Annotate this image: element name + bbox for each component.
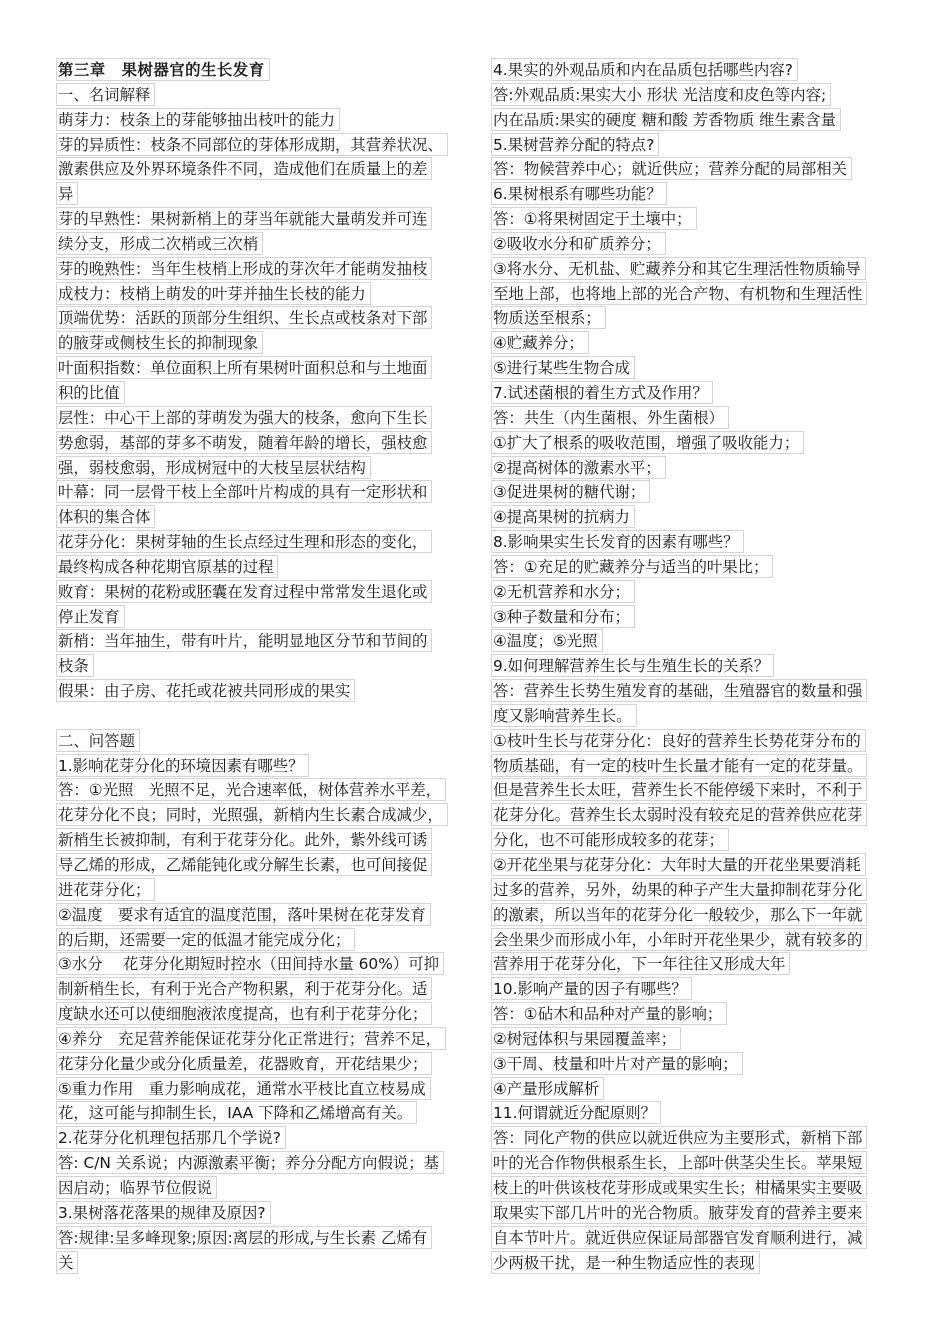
text-line: [491, 505, 893, 530]
text-line: [56, 356, 462, 381]
text-line: [56, 778, 462, 803]
text-line: [491, 679, 893, 704]
text-line-content: 过多的营养，另外，幼果的种子产生大量抑制花芽分化: [491, 878, 867, 901]
text-line-content: 败育：果树的花粉或胚囊在发育过程中常常发生退化或: [56, 580, 432, 603]
text-line: [56, 977, 462, 1002]
text-line: [491, 580, 893, 605]
text-line: [56, 331, 462, 356]
text-line: [491, 754, 893, 779]
text-line-content: 关: [56, 1251, 78, 1274]
text-line-content: 激素供应及外界环境条件不同，造成他们在质量上的差: [56, 157, 432, 180]
text-line: [491, 1052, 893, 1077]
text-line: [491, 555, 893, 580]
text-line-content: 1.影响花芽分化的环境因素有哪些？: [56, 754, 309, 777]
text-line-content: 4.果实的外观品质和内在品质包括哪些内容?: [491, 58, 798, 81]
text-line: [491, 803, 893, 828]
text-line-content: 答：①将果树固定于土壤中；: [491, 207, 697, 230]
text-line: [56, 83, 462, 108]
text-line-content: 分化，也不可能形成较多的花芽；: [491, 828, 729, 851]
text-line: [56, 1052, 462, 1077]
text-line: [491, 1101, 893, 1126]
text-line-content: ②提高树体的激素水平；: [491, 456, 666, 479]
text-line: [491, 654, 893, 679]
text-line: [491, 232, 893, 257]
blank-line: [56, 704, 462, 729]
text-line: [56, 629, 462, 654]
text-line-content: 10.影响产量的因子有哪些？: [491, 977, 692, 1000]
text-line-content: 但是营养生长太旺，营养生长不能停缓下来时，不利于: [491, 778, 867, 801]
text-line-content: 制新梢生长，有利于光合产物积累，利于花芽分化。适: [56, 977, 432, 1000]
text-line: [56, 605, 462, 630]
text-line-content: 度缺水还可以使细胞液浓度提高，也有利于花芽分化；: [56, 1002, 432, 1025]
text-line: [56, 480, 462, 505]
right-column: [491, 58, 893, 1275]
text-line: [56, 952, 462, 977]
text-line: [56, 108, 462, 133]
text-line: [56, 754, 462, 779]
text-line: [56, 133, 462, 158]
text-line-content: 答：物候营养中心；就近供应；营养分配的局部相关: [491, 157, 852, 180]
text-line: [491, 778, 893, 803]
text-line-content: ③水分 花芽分化期短时控水（田间持水量 60%）可抑: [56, 952, 444, 975]
text-line: [56, 431, 462, 456]
text-line-content: 答: C/N 关系说；内源激素平衡；养分分配方向假说；基: [56, 1151, 444, 1174]
text-line-content: 答：①光照 光照不足，光合速率低，树体营养水平差，: [56, 778, 446, 801]
text-line: [491, 133, 893, 158]
text-line-content: 续分支，形成二次梢或三次梢: [56, 232, 263, 255]
text-line-content: 答:外观品质:果实大小 形状 光洁度和皮色等内容;: [491, 83, 831, 106]
text-line-content: 枝上的叶供该枝花芽形成或果实生长；柑橘果实主要吸: [491, 1176, 867, 1199]
text-line: [491, 1226, 893, 1251]
text-line-content: 进花芽分化；: [56, 878, 155, 901]
text-line-content: 6.果树根系有哪些功能？: [491, 182, 667, 205]
text-line: [56, 1226, 462, 1251]
text-line-content: 物质基础，有一定的枝叶生长量才能有一定的花芽量。: [491, 754, 867, 777]
text-line-content: 层性：中心干上部的芽萌发为强大的枝条，愈向下生长: [56, 406, 432, 429]
text-line: [491, 306, 893, 331]
text-line-content: 势愈弱，基部的芽多不萌发，随着年龄的增长，强枝愈: [56, 431, 432, 454]
text-line: [56, 1151, 462, 1176]
text-line-content: 3.果树落花落果的规律及原因?: [56, 1201, 271, 1224]
text-line: [491, 207, 893, 232]
text-line: [491, 83, 893, 108]
text-line-content: ⑤重力作用 重力影响成花，通常水平枝比直立枝易成: [56, 1077, 431, 1100]
text-line-content: 异: [56, 182, 78, 205]
text-line: [491, 878, 893, 903]
text-line: [491, 530, 893, 555]
text-line: [491, 431, 893, 456]
text-line-content: 答:规律:呈多峰现象;原因:离层的形成,与生长素 乙烯有: [56, 1226, 432, 1249]
text-line-content: 7.试述菌根的着生方式及作用？: [491, 381, 713, 404]
text-line-content: 叶的光合作物供根系生长，上部叶供茎尖生长。苹果短: [491, 1151, 867, 1174]
text-line: [56, 232, 462, 257]
text-line: [491, 1077, 893, 1102]
text-line: [491, 1126, 893, 1151]
text-line: [56, 1002, 462, 1027]
text-line: [56, 505, 462, 530]
text-line: [491, 903, 893, 928]
text-line: [56, 1176, 462, 1201]
text-line-content: 5.果树营养分配的特点?: [491, 133, 659, 156]
text-line: [56, 207, 462, 232]
text-line: [491, 977, 893, 1002]
text-line-content: 叶面积指数：单位面积上所有果树叶面积总和与土地面: [56, 356, 432, 379]
text-line: [491, 629, 893, 654]
text-line: [56, 903, 462, 928]
text-line: [491, 1002, 893, 1027]
text-line: [56, 654, 462, 679]
text-line-content: 会坐果少而形成小年，小年时开花坐果少，就有较多的: [491, 928, 867, 951]
text-line: [56, 1251, 462, 1276]
text-line: [491, 381, 893, 406]
text-line: [56, 1027, 462, 1052]
text-line-content: 营养用于花芽分化，下一年往往又形成大年: [491, 952, 790, 975]
text-line-content: 度又影响营养生长。: [491, 704, 637, 727]
text-line-content: 答：①充足的贮藏养分与适当的叶果比；: [491, 555, 773, 578]
text-line-content: 停止发育: [56, 605, 125, 628]
text-line-content: 强，弱枝愈弱，形成树冠中的大枝呈层状结构: [56, 456, 371, 479]
text-line-content: 花芽分化。营养生长太弱时没有较充足的营养供应花芽: [491, 803, 867, 826]
text-line-content: 一、名词解释: [56, 83, 155, 106]
text-line-content: 积的比值: [56, 381, 125, 404]
text-line-content: ④养分 充足营养能保证花芽分化正常进行；营养不足，: [56, 1027, 446, 1050]
text-line: [491, 1176, 893, 1201]
text-line-content: ②无机营养和水分；: [491, 580, 635, 603]
text-line: [491, 729, 893, 754]
text-line: [56, 257, 462, 282]
text-line: [56, 306, 462, 331]
text-line-content: 答：①砧木和品种对产量的影响；: [491, 1002, 727, 1025]
text-line-content: 花芽分化不良；同时，光照强，新梢内生长素合成减少，: [56, 803, 448, 826]
text-line-content: 新梢：当年抽生，带有叶片，能明显地区分节和节间的: [56, 629, 432, 652]
text-line-content: 新梢生长被抑制，有利于花芽分化。此外，紫外线可诱: [56, 828, 432, 851]
text-line-content: 因启动；临界节位假说: [56, 1176, 217, 1199]
text-line: [56, 530, 462, 555]
text-line-content: 少两极干扰，是一种生物适应性的表现: [491, 1251, 760, 1274]
text-line: [56, 729, 462, 754]
text-line-content: 8.影响果实生长发育的因素有哪些？: [491, 530, 744, 553]
text-line-content: 内在品质:果实的硬度 糖和酸 芳香物质 维生素含量: [491, 108, 841, 131]
text-line-content: 的后期，还需要一定的低温才能完成分化；: [56, 928, 355, 951]
text-line: [56, 555, 462, 580]
text-line-content: ②吸收水分和矿质养分；: [491, 232, 666, 255]
text-line-content: ④贮藏养分；: [491, 331, 589, 354]
text-line: [56, 878, 462, 903]
text-line-content: ③种子数量和分布；: [491, 605, 635, 628]
text-line-content: ②温度 要求有适宜的温度范围，落叶果树在花芽发育: [56, 903, 431, 926]
text-line-content: ④产量形成解析: [491, 1077, 604, 1100]
text-line-content: ②树冠体积与果园覆盖率；: [491, 1027, 681, 1050]
text-line-content: 的腋芽或侧枝生长的抑制现象: [56, 331, 263, 354]
text-line-content: 芽的异质性：枝条不同部位的芽体形成期，其营养状况、: [56, 133, 448, 156]
text-line-content: 答：营养生长势生殖发育的基础，生殖器官的数量和强: [491, 679, 867, 702]
text-line: [56, 282, 462, 307]
text-line-content: ③促进果树的糖代谢；: [491, 480, 650, 503]
text-line: [56, 456, 462, 481]
text-line: [491, 157, 893, 182]
text-line: [491, 456, 893, 481]
text-line: [491, 605, 893, 630]
text-line-content: 花，这可能与抑制生长，IAA 下降和乙烯增高有关。: [56, 1101, 417, 1124]
text-line-content: 体积的集合体: [56, 505, 155, 528]
text-line: [491, 1201, 893, 1226]
text-line-content: ②开花坐果与花芽分化：大年时大量的开花坐果要消耗: [491, 853, 866, 876]
text-line: [491, 356, 893, 381]
text-line-content: 叶幕：同一层骨干枝上全部叶片构成的具有一定形状和: [56, 480, 432, 503]
left-column: [56, 58, 462, 1275]
text-line-content: 假果：由子房、花托或花被共同形成的果实: [56, 679, 355, 702]
text-line-content: 花芽分化：果树芽轴的生长点经过生理和形态的变化，: [56, 530, 432, 553]
text-line: [491, 853, 893, 878]
text-line-content: 答：共生（内生菌根、外生菌根）: [491, 406, 729, 429]
text-line: [491, 952, 893, 977]
text-line: [491, 58, 893, 83]
text-line: [56, 1201, 462, 1226]
text-line-content: 成枝力：枝梢上萌发的叶芽并抽生长枝的能力: [56, 282, 371, 305]
text-line-content: ⑤进行某些生物合成: [491, 356, 635, 379]
text-line: [56, 580, 462, 605]
text-line: [491, 282, 893, 307]
text-line: [56, 679, 462, 704]
text-line-content: 芽的早熟性：果树新梢上的芽当年就能大量萌发并可连: [56, 207, 432, 230]
text-line-content: ①扩大了根系的吸收范围，增强了吸收能力；: [491, 431, 804, 454]
text-line-content: 2.花芽分化机理包括那几个学说?: [56, 1126, 286, 1149]
text-line-content: 二、问答题: [56, 729, 140, 752]
text-line-content: 第三章 果树器官的生长发育: [56, 58, 270, 81]
text-line: [56, 828, 462, 853]
text-line: [491, 704, 893, 729]
text-line: [56, 182, 462, 207]
text-line-content: 9.如何理解营养生长与生殖生长的关系？: [491, 654, 774, 677]
text-line: [491, 1251, 893, 1276]
text-line-content: 11.何谓就近分配原则？: [491, 1101, 661, 1124]
text-line-content: 最终构成各种花期官原基的过程: [56, 555, 278, 578]
text-line: [491, 406, 893, 431]
text-line: [491, 480, 893, 505]
text-line: [56, 803, 462, 828]
text-line: [56, 381, 462, 406]
text-line-content: 枝条: [56, 654, 94, 677]
text-line: [56, 1077, 462, 1102]
text-line: [491, 1027, 893, 1052]
text-line-content: 萌芽力：枝条上的芽能够抽出枝叶的能力: [56, 108, 340, 131]
text-line: [56, 1126, 462, 1151]
text-line: [56, 58, 462, 83]
text-line: [491, 828, 893, 853]
text-line-content: 答：同化产物的供应以就近供应为主要形式，新梢下部: [491, 1126, 867, 1149]
text-line: [491, 331, 893, 356]
text-line-content: 自本节叶片。就近供应保证局部器官发育顺利进行，减: [491, 1226, 867, 1249]
text-line: [491, 257, 893, 282]
text-line: [491, 1151, 893, 1176]
text-line: [491, 182, 893, 207]
text-line-content: 物质送至根系；: [491, 306, 606, 329]
text-line: [491, 108, 893, 133]
text-line: [56, 157, 462, 182]
text-line-content: ③将水分、无机盐、贮藏养分和其它生理活性物质输导: [491, 257, 866, 280]
text-line: [56, 1101, 462, 1126]
text-line-content: 顶端优势：活跃的顶部分生组织、生长点或枝条对下部: [56, 306, 432, 329]
text-line-content: 芽的晚熟性：当年生枝梢上形成的芽次年才能萌发抽枝: [56, 257, 432, 280]
text-line-content: ①枝叶生长与花芽分化：良好的营养生长势花芽分布的: [491, 729, 866, 752]
text-line: [56, 853, 462, 878]
text-line-content: ④温度；⑤光照: [491, 629, 603, 652]
text-line: [491, 928, 893, 953]
text-line-content: 导乙烯的形成，乙烯能钝化或分解生长素，也可间接促: [56, 853, 432, 876]
text-line-content: 花芽分化量少或分化质量差，花器败育，开花结果少；: [56, 1052, 432, 1075]
text-line: [56, 928, 462, 953]
text-line-content: ④提高果树的抗病力: [491, 505, 635, 528]
text-line-content: 的激素，所以当年的花芽分化一般较少，那么下一年就: [491, 903, 867, 926]
text-line: [56, 406, 462, 431]
text-line-content: 取果实下部几片叶的光合物质。腋芽发育的营养主要来: [491, 1201, 867, 1224]
text-line-content: 至地上部，也将地上部的光合产物、有机物和生理活性: [491, 282, 867, 305]
text-line-content: ③干周、枝量和叶片对产量的影响；: [491, 1052, 743, 1075]
